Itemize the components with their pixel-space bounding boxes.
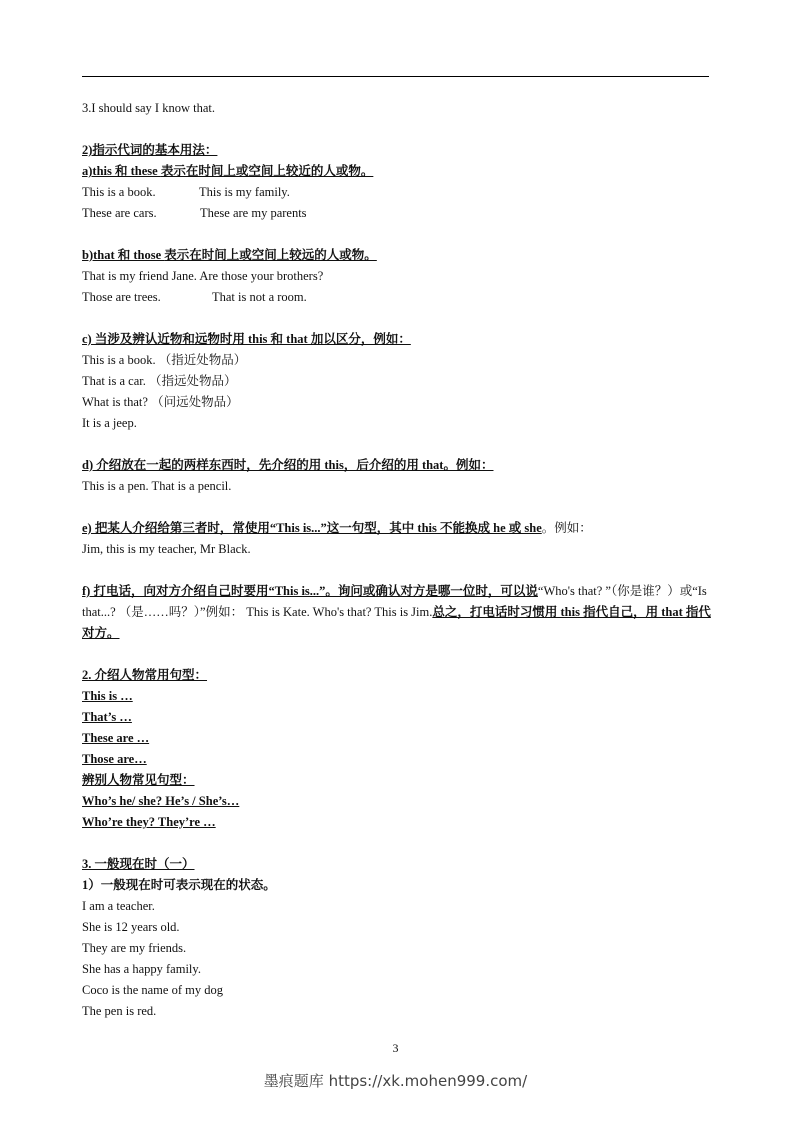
subheading-a-zh: 表示在时间上或空间上较近的人或物。: [160, 164, 374, 178]
pattern-item: Who’s he/ she? He’s / She’s…: [82, 794, 240, 808]
header-rule: [82, 76, 709, 77]
pattern-item: This is …: [82, 689, 133, 703]
paragraph-f-bold: f) 打电话，向对方介绍自己时要用“This is...”。询问或确认对方是哪一位时，可以说: [82, 584, 538, 598]
example: That is my friend Jane. Are those your brothers?: [82, 269, 324, 283]
document-body: [82, 98, 712, 1022]
pattern-item: These are …: [82, 731, 150, 745]
text-line: 3.I should say I know that.: [82, 101, 215, 115]
example-row: [82, 287, 712, 308]
pattern-item: Those are…: [82, 752, 147, 766]
example: Jim, this is my teacher, Mr Black.: [82, 542, 251, 556]
section-heading: 3. 一般现在时（一）: [82, 857, 195, 871]
watermark: 墨痕题库 https://xk.mohen999.com/: [263, 1072, 528, 1090]
example: What is that? （问远处物品）: [82, 395, 239, 409]
subheading-e: [82, 518, 712, 539]
example: These are cars.: [82, 206, 157, 220]
example: These are my parents: [200, 206, 307, 220]
paragraph-f-normal: “Who's that? ”（你是谁？）或“Is that...? （是……吗？）”例如： This is Kate. Who's that? This is Jim.: [82, 584, 707, 619]
section-heading: 2)指示代词的基本用法：: [82, 143, 218, 157]
page-number: 3: [392, 1041, 399, 1055]
section-heading: 2. 介绍人物常用句型：: [82, 668, 208, 682]
pattern-item: Who’re they? They’re …: [82, 815, 216, 829]
pattern-item: That’s …: [82, 710, 132, 724]
subheading-a-en: a)this 和 these: [82, 164, 161, 178]
example-row: [82, 182, 712, 203]
example: That is a car. （指远处物品）: [82, 374, 237, 388]
example: It is a jeep.: [82, 416, 137, 430]
example: They are my friends.: [82, 941, 187, 955]
paragraph-f: [82, 581, 712, 644]
example: I am a teacher.: [82, 899, 155, 913]
paragraph-f-summary: 总之，打电话时习惯用 this 指代自己，用 that 指代对方。: [82, 605, 711, 640]
example: This is a pen. That is a pencil.: [82, 479, 232, 493]
example-row: [82, 203, 712, 224]
example: This is my family.: [199, 185, 290, 199]
example: Those are trees.: [82, 290, 161, 304]
example: Coco is the name of my dog: [82, 983, 223, 997]
subheading-b-en: b)that 和 those: [82, 248, 165, 262]
subheading: 1）一般现在时可表示现在的状态。: [82, 878, 276, 892]
subheading-d: d) 介绍放在一起的两样东西时，先介绍的用 this，后介绍的用 that。例如：: [82, 458, 494, 472]
example: This is a book.: [82, 185, 156, 199]
subheading-b-zh: 表示在时间上或空间上较远的人或物。: [164, 248, 377, 262]
subheading-c: c) 当涉及辨认近物和远物时用 this 和 that 加以区分，例如：: [82, 332, 411, 346]
example: This is a book. （指近处物品）: [82, 353, 247, 367]
subheading-e-bold: e) 把某人介绍给第三者时，常使用“This is...”这一句型，其中 this 不能换成 he 或 she: [82, 521, 542, 535]
example: She has a happy family.: [82, 962, 201, 976]
subheading: 辨别人物常见句型：: [82, 773, 195, 787]
example: The pen is red.: [82, 1004, 157, 1018]
example: That is not a room.: [212, 290, 307, 304]
subheading-a: [82, 161, 712, 182]
example: She is 12 years old.: [82, 920, 180, 934]
subheading-e-tail: 。例如：: [541, 521, 592, 535]
subheading-b: [82, 245, 712, 266]
